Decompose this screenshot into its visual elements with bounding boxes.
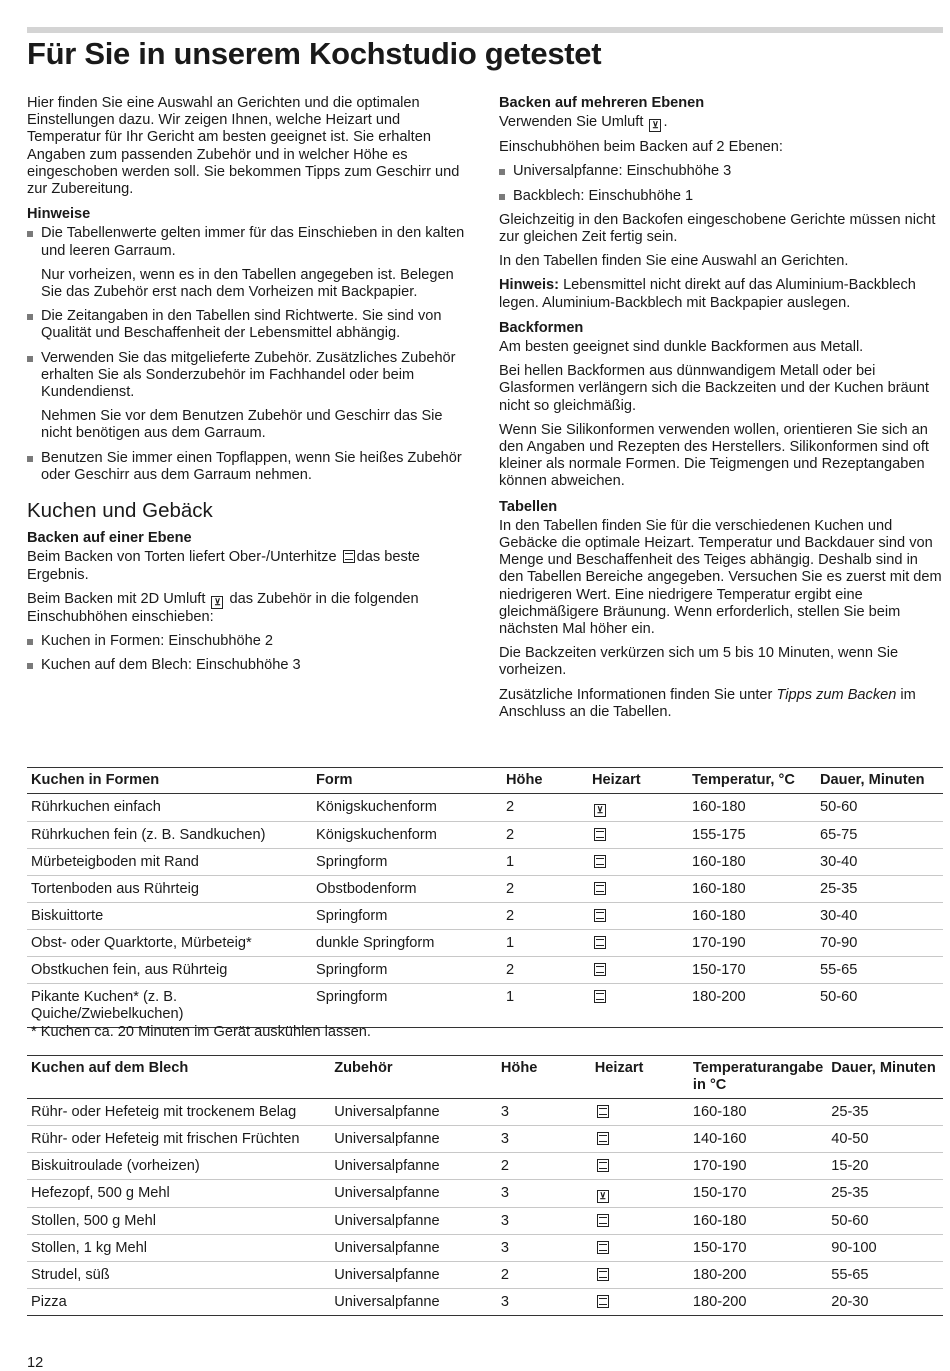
column-header: Höhe xyxy=(497,1056,591,1099)
text-span: Lebensmittel nicht direkt auf das Aluminium-Backblech legen. Aluminium-Backblech mit Backpapier auslegen. xyxy=(499,277,916,311)
tabellen-paragraph: Die Backzeiten verkürzen sich um 5 bis 10 Minuten, wenn Sie vorheizen. xyxy=(499,645,899,679)
umluft-icon: ⊻ xyxy=(594,804,606,817)
tabellen-heading: Tabellen xyxy=(499,498,558,515)
hinweis-paragraph xyxy=(499,277,943,311)
table-row xyxy=(27,849,943,876)
cell-name: Biskuittorte xyxy=(27,903,312,930)
cell-hoehe: 2 xyxy=(502,794,588,822)
cell-name: Mürbeteigboden mit Rand xyxy=(27,849,312,876)
backformen-paragraph: Wenn Sie Silikonformen verwenden wollen, orientieren Sie sich an den Angaben und Rezepten des Herstellers. Silikonformen sind oft kleiner als normale Formen. Die Teigmengen und Rezeptangaben können abweichen. xyxy=(499,421,929,490)
cell-hoehe: 3 xyxy=(497,1126,591,1153)
cell-temp: 160-180 xyxy=(688,903,816,930)
ober-unterhitze-icon xyxy=(594,828,606,841)
column-header: Dauer, Minuten xyxy=(827,1056,943,1099)
page-title: Für Sie in unserem Kochstudio getestet xyxy=(27,36,602,71)
column-header: Temperaturangabe in °C xyxy=(689,1056,827,1099)
cell-dauer: 15-20 xyxy=(827,1153,943,1180)
heizart-cell xyxy=(591,1153,689,1180)
cell-dauer: 50-60 xyxy=(816,794,943,822)
cell-hoehe: 3 xyxy=(497,1208,591,1235)
cell-dauer: 50-60 xyxy=(816,984,943,1028)
table-kuchen-in-formen xyxy=(27,767,943,1028)
text-span: im Anschluss an die Tabellen. xyxy=(499,686,916,720)
cell-dauer: 20-30 xyxy=(827,1289,943,1316)
cell-hoehe: 3 xyxy=(497,1099,591,1126)
table-row xyxy=(27,876,943,903)
heizart-cell xyxy=(588,930,688,957)
right-column xyxy=(499,95,943,728)
mehrere-ebenen-paragraph xyxy=(499,114,943,132)
cell-dauer: 55-65 xyxy=(827,1262,943,1289)
ober-unterhitze-icon xyxy=(594,909,606,922)
ober-unterhitze-icon xyxy=(597,1241,609,1254)
ober-unterhitze-icon xyxy=(597,1295,609,1308)
cell-temp: 180-200 xyxy=(688,984,816,1028)
intro-paragraph: Hier finden Sie eine Auswahl an Gerichten und die optimalen Einstellungen dazu. Wir zeigen Ihnen, welche Heizart und Temperatur für Ihr Gericht am besten geeignet ist. Sie erhalten Angaben zum passenden Zubehör und in welcher Höhe es eingeschoben werden soll. Sie bekommen Tipps zum Geschirr und zur Zubereitung. xyxy=(27,95,460,198)
cell-form: Obstbodenform xyxy=(312,876,502,903)
cell-dauer: 65-75 xyxy=(816,822,943,849)
cell-dauer: 25-35 xyxy=(816,876,943,903)
hinweise-item: Benutzen Sie immer einen Topflappen, wenn Sie heißes Zubehör oder Geschirr aus dem Garraum nehmen. xyxy=(27,450,475,484)
cell-temp: 150-170 xyxy=(689,1180,827,1208)
cell-dauer: 40-50 xyxy=(827,1126,943,1153)
table-row xyxy=(27,1099,943,1126)
cell-hoehe: 3 xyxy=(497,1180,591,1208)
cell-form: Universalpfanne xyxy=(330,1208,497,1235)
ober-unterhitze-icon xyxy=(343,550,355,563)
hinweise-item: Verwenden Sie das mitgelieferte Zubehör. Zusätzliches Zubehör erhalten Sie als Sonderzubehör im Fachhandel oder beim Kundendienst. xyxy=(27,350,475,402)
backformen-paragraph: Am besten geeignet sind dunkle Backformen aus Metall. xyxy=(499,339,864,356)
hinweise-item: Die Zeitangaben in den Tabellen sind Richtwerte. Sie sind von Qualität und Beschaffenheit der Lebensmittel abhängig. xyxy=(27,308,475,342)
column-header: Form xyxy=(312,768,502,794)
einschub-item: Backblech: Einschubhöhe 1 xyxy=(499,188,943,205)
cell-form: Springform xyxy=(312,849,502,876)
cell-temp: 150-170 xyxy=(688,957,816,984)
table-row xyxy=(27,903,943,930)
cell-temp: 160-180 xyxy=(688,876,816,903)
heizart-cell xyxy=(591,1262,689,1289)
cell-name: Strudel, süß xyxy=(27,1262,330,1289)
cell-temp: 170-190 xyxy=(689,1153,827,1180)
hinweise-subitem: Nur vorheizen, wenn es in den Tabellen angegeben ist. Belegen Sie das Zubehör erst nach dem Vorheizen mit Backpapier. xyxy=(41,266,454,301)
table-row xyxy=(27,957,943,984)
cell-name: Stollen, 1 kg Mehl xyxy=(27,1235,330,1262)
cell-name: Obst- oder Quarktorte, Mürbeteig* xyxy=(27,930,312,957)
cell-name: Pizza xyxy=(27,1289,330,1316)
cell-form: Königskuchenform xyxy=(312,822,502,849)
cell-form: Universalpfanne xyxy=(330,1126,497,1153)
ober-unterhitze-icon xyxy=(597,1159,609,1172)
top-rule xyxy=(27,27,943,33)
heizart-cell xyxy=(588,822,688,849)
ober-unterhitze-icon xyxy=(597,1105,609,1118)
backformen-heading: Backformen xyxy=(499,319,584,336)
column-header: Temperatur, °C xyxy=(688,768,816,794)
page-number: 12 xyxy=(27,1355,44,1371)
cell-name: Hefezopf, 500 g Mehl xyxy=(27,1180,330,1208)
cell-form: Universalpfanne xyxy=(330,1262,497,1289)
cell-dauer: 70-90 xyxy=(816,930,943,957)
table-footnote: * Kuchen ca. 20 Minuten im Gerät auskühlen lassen. xyxy=(31,1024,371,1040)
tipps-reference: Tipps zum Backen xyxy=(776,686,897,703)
cell-form: Universalpfanne xyxy=(330,1235,497,1262)
heizart-cell xyxy=(591,1289,689,1316)
cell-dauer: 25-35 xyxy=(827,1099,943,1126)
heizart-cell xyxy=(591,1235,689,1262)
cell-name: Obstkuchen fein, aus Rührteig xyxy=(27,957,312,984)
heizart-cell xyxy=(588,957,688,984)
cell-dauer: 90-100 xyxy=(827,1235,943,1262)
heizart-cell xyxy=(588,984,688,1028)
table-row xyxy=(27,1180,943,1208)
cell-hoehe: 2 xyxy=(497,1153,591,1180)
heizart-cell xyxy=(588,794,688,822)
text-span: das beste Ergebnis. xyxy=(27,549,420,583)
hinweise-subitem: Nehmen Sie vor dem Benutzen Zubehör und Geschirr das Sie nicht benötigen aus dem Garraum. xyxy=(41,408,443,442)
cell-temp: 180-200 xyxy=(689,1262,827,1289)
section-heading: Kuchen und Gebäck xyxy=(27,499,213,523)
cell-form: Springform xyxy=(312,984,502,1028)
cell-form: Universalpfanne xyxy=(330,1289,497,1316)
table-row xyxy=(27,1208,943,1235)
ober-unterhitze-icon xyxy=(597,1214,609,1227)
text-span: Beim Backen mit 2D Umluft xyxy=(27,590,210,607)
column-header: Höhe xyxy=(502,768,588,794)
ober-unterhitze-icon xyxy=(594,882,606,895)
cell-dauer: 25-35 xyxy=(827,1180,943,1208)
cell-name: Rührkuchen fein (z. B. Sandkuchen) xyxy=(27,822,312,849)
mehrere-ebenen-paragraph: In den Tabellen finden Sie eine Auswahl an Gerichten. xyxy=(499,253,849,270)
table-row xyxy=(27,1126,943,1153)
column-header: Dauer, Minuten xyxy=(816,768,943,794)
heizart-cell xyxy=(588,876,688,903)
cell-name: Rührkuchen einfach xyxy=(27,794,312,822)
cell-temp: 160-180 xyxy=(689,1208,827,1235)
cell-form: Universalpfanne xyxy=(330,1153,497,1180)
table-row xyxy=(27,1289,943,1316)
einschub-item: Universalpfanne: Einschubhöhe 3 xyxy=(499,163,943,180)
text-span: Zusätzliche Informationen finden Sie unter xyxy=(499,686,777,703)
heizart-cell xyxy=(591,1099,689,1126)
cell-name: Stollen, 500 g Mehl xyxy=(27,1208,330,1235)
einer-ebene-paragraph xyxy=(27,591,475,626)
cell-hoehe: 2 xyxy=(502,822,588,849)
cell-temp: 170-190 xyxy=(688,930,816,957)
heizart-cell xyxy=(588,903,688,930)
ober-unterhitze-icon xyxy=(594,936,606,949)
ober-unterhitze-icon xyxy=(594,963,606,976)
mehrere-ebenen-heading: Backen auf mehreren Ebenen xyxy=(499,95,705,111)
cell-temp: 155-175 xyxy=(688,822,816,849)
cell-form: Universalpfanne xyxy=(330,1180,497,1208)
umluft-icon: ⊻ xyxy=(649,119,661,132)
cell-name: Biskuitroulade (vorheizen) xyxy=(27,1153,330,1180)
cell-temp: 180-200 xyxy=(689,1289,827,1316)
cell-hoehe: 2 xyxy=(502,876,588,903)
einer-ebene-heading: Backen auf einer Ebene xyxy=(27,530,192,547)
cell-temp: 160-180 xyxy=(688,794,816,822)
cell-hoehe: 1 xyxy=(502,930,588,957)
cell-form: Universalpfanne xyxy=(330,1099,497,1126)
table-row xyxy=(27,1235,943,1262)
cell-temp: 150-170 xyxy=(689,1235,827,1262)
table-row xyxy=(27,930,943,957)
cell-hoehe: 2 xyxy=(497,1262,591,1289)
tabellen-paragraph: In den Tabellen finden Sie für die verschiedenen Kuchen und Gebäcke die optimale Heizart. Temperatur und Backdauer sind von Menge und Beschaffenheit des Teiges abhängig. Deshalb sind in den Tabellen Bereiche angegeben. Versuchen Sie es zuerst mit dem niedrigeren Wert. Eine niedrigere Temperatur ergibt eine gleichmäßigere Bräunung. Wenn erforderlich, stellen Sie beim nächsten Mal höher ein. xyxy=(499,517,942,638)
cell-hoehe: 2 xyxy=(502,903,588,930)
cell-hoehe: 1 xyxy=(502,984,588,1028)
cell-form: Königskuchenform xyxy=(312,794,502,822)
cell-name: Pikante Kuchen* (z. B. Quiche/Zwiebelkuchen) xyxy=(27,984,312,1028)
table-kuchen-auf-dem-blech xyxy=(27,1055,943,1316)
left-column xyxy=(27,95,475,681)
cell-name: Rühr- oder Hefeteig mit trockenem Belag xyxy=(27,1099,330,1126)
heizart-cell xyxy=(591,1180,689,1208)
cell-hoehe: 2 xyxy=(502,957,588,984)
text-span: Verwenden Sie Umluft xyxy=(499,114,648,131)
cell-hoehe: 1 xyxy=(502,849,588,876)
column-header: Kuchen in Formen xyxy=(27,768,312,794)
ober-unterhitze-icon xyxy=(597,1268,609,1281)
table-row xyxy=(27,1262,943,1289)
text-span: das Zubehör in die folgenden Einschubhöhen einschieben: xyxy=(27,590,419,625)
heizart-cell xyxy=(591,1126,689,1153)
column-header: Heizart xyxy=(591,1056,689,1099)
cell-name: Tortenboden aus Rührteig xyxy=(27,876,312,903)
table-row xyxy=(27,1153,943,1180)
tabellen-paragraph xyxy=(499,687,943,721)
table-row xyxy=(27,822,943,849)
table-row xyxy=(27,984,943,1028)
cell-dauer: 30-40 xyxy=(816,849,943,876)
cell-name: Rühr- oder Hefeteig mit frischen Früchten xyxy=(27,1126,330,1153)
heizart-cell xyxy=(588,849,688,876)
umluft-icon: ⊻ xyxy=(597,1190,609,1203)
mehrere-ebenen-paragraph: Gleichzeitig in den Backofen eingeschobene Gerichte müssen nicht zur gleichen Zeit fertig sein. xyxy=(499,211,936,246)
einschub-item: Kuchen in Formen: Einschubhöhe 2 xyxy=(27,633,475,650)
text-span: . xyxy=(663,114,668,131)
cell-form: Springform xyxy=(312,957,502,984)
hinweis-label: Hinweis: xyxy=(499,277,560,294)
cell-dauer: 55-65 xyxy=(816,957,943,984)
column-header: Zubehör xyxy=(330,1056,497,1099)
cell-temp: 160-180 xyxy=(688,849,816,876)
backformen-paragraph: Bei hellen Backformen aus dünnwandigem Metall oder bei Glasformen verlängern sich die Backzeiten und der Kuchen bräunt nicht so gleichmäßig. xyxy=(499,363,929,414)
einer-ebene-paragraph xyxy=(27,549,475,583)
hinweise-item: Die Tabellenwerte gelten immer für das Einschieben in den kalten und leeren Garraum. xyxy=(27,225,475,259)
ober-unterhitze-icon xyxy=(594,855,606,868)
cell-hoehe: 3 xyxy=(497,1289,591,1316)
cell-dauer: 50-60 xyxy=(827,1208,943,1235)
einschub-item: Kuchen auf dem Blech: Einschubhöhe 3 xyxy=(27,657,475,674)
cell-temp: 140-160 xyxy=(689,1126,827,1153)
table-row xyxy=(27,794,943,822)
hinweise-heading: Hinweise xyxy=(27,206,91,223)
umluft-icon: ⊻ xyxy=(211,596,223,609)
cell-form: Springform xyxy=(312,903,502,930)
heizart-cell xyxy=(591,1208,689,1235)
ober-unterhitze-icon xyxy=(597,1132,609,1145)
cell-temp: 160-180 xyxy=(689,1099,827,1126)
text-span: Beim Backen von Torten liefert Ober-/Unterhitze xyxy=(27,549,341,566)
cell-form: dunkle Springform xyxy=(312,930,502,957)
column-header: Kuchen auf dem Blech xyxy=(27,1056,330,1099)
mehrere-ebenen-paragraph: Einschubhöhen beim Backen auf 2 Ebenen: xyxy=(499,139,783,156)
ober-unterhitze-icon xyxy=(594,990,606,1003)
cell-hoehe: 3 xyxy=(497,1235,591,1262)
cell-dauer: 30-40 xyxy=(816,903,943,930)
column-header: Heizart xyxy=(588,768,688,794)
